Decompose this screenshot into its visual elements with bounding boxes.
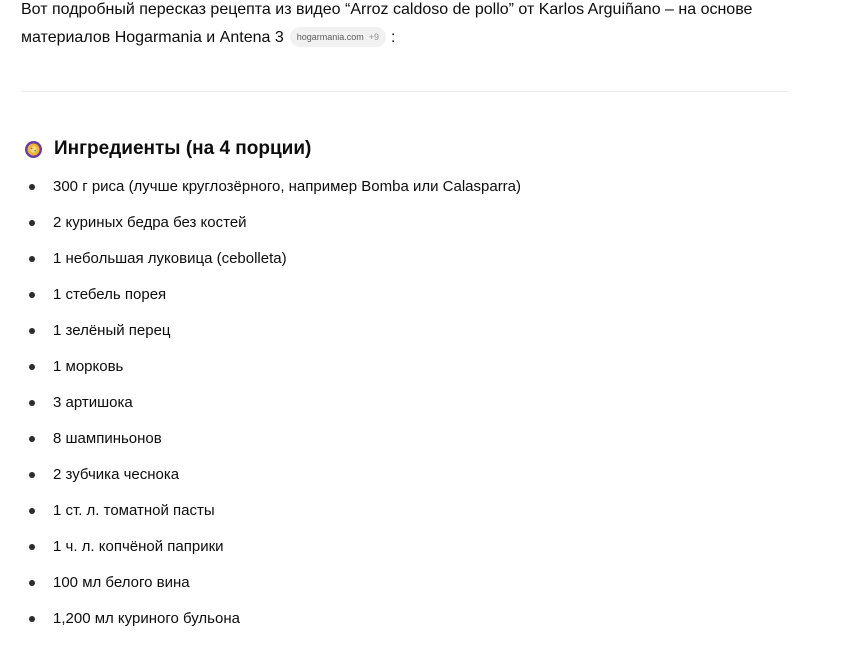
- list-item: [0, 278, 521, 314]
- ingredient-text: 300 г риса (лучше круглозёрного, например Bomba или Calasparra): [53, 178, 522, 195]
- ingredients-title: Ингредиенты (на 4 порции): [54, 138, 312, 159]
- ingredient-text: 8 шампиньонов: [53, 430, 162, 447]
- ingredients-list: [0, 170, 521, 638]
- intro-line-1: Вот подробный пересказ рецепта из видео “Arroz caldoso de pollo” от Karlos Arguiñano – на основе: [21, 1, 753, 18]
- bullet-dot: [29, 256, 35, 262]
- bullet-dot: [29, 436, 35, 442]
- bullet-dot: [29, 508, 35, 514]
- ingredient-text: 1 ч. л. копчёной паприки: [53, 538, 224, 555]
- bowl-of-rice-icon: [24, 140, 43, 159]
- bullet-dot: [29, 400, 35, 406]
- list-item: [0, 602, 521, 638]
- bullet-dot: [29, 616, 35, 622]
- bullet-dot: [29, 472, 35, 478]
- intro-colon: :: [391, 29, 396, 46]
- bullet-dot: [29, 364, 35, 370]
- bullet-dot: [29, 220, 35, 226]
- list-item: [0, 566, 521, 602]
- list-item: [0, 206, 521, 242]
- ingredient-text: 1 небольшая луковица (cebolleta): [53, 250, 287, 267]
- list-item: [0, 494, 521, 530]
- ingredients-heading: [24, 136, 311, 162]
- ingredient-text: 100 мл белого вина: [53, 574, 190, 591]
- ingredient-text: 1,200 мл куриного бульона: [53, 610, 240, 627]
- bullet-dot: [29, 544, 35, 550]
- citation-pill[interactable]: [290, 27, 386, 47]
- ingredient-text: 1 ст. л. томатной пасты: [53, 502, 215, 519]
- list-item: [0, 458, 521, 494]
- ingredient-text: 1 морковь: [53, 358, 124, 375]
- bullet-dot: [29, 328, 35, 334]
- list-item: [0, 530, 521, 566]
- citation-source: hogarmania.com: [296, 32, 364, 42]
- ingredient-text: 2 зубчика чеснока: [53, 466, 180, 483]
- intro-line-2: [21, 24, 811, 52]
- intro-paragraph: [21, 0, 811, 52]
- citation-more-count: +9: [368, 32, 380, 42]
- list-item: [0, 242, 521, 278]
- bullet-dot: [29, 580, 35, 586]
- list-item: [0, 170, 521, 206]
- list-item: [0, 350, 521, 386]
- intro-line-2-text: материалов Hogarmania и Antena 3: [21, 29, 284, 46]
- bullet-dot: [29, 184, 35, 190]
- ingredient-text: 1 зелёный перец: [53, 322, 171, 339]
- section-divider: [21, 91, 789, 92]
- ingredient-text: 1 стебель порея: [53, 286, 167, 303]
- list-item: [0, 314, 521, 350]
- ingredient-text: 3 артишока: [53, 394, 133, 411]
- list-item: [0, 386, 521, 422]
- ingredient-text: 2 куриных бедра без костей: [53, 214, 247, 231]
- list-item: [0, 422, 521, 458]
- bullet-dot: [29, 292, 35, 298]
